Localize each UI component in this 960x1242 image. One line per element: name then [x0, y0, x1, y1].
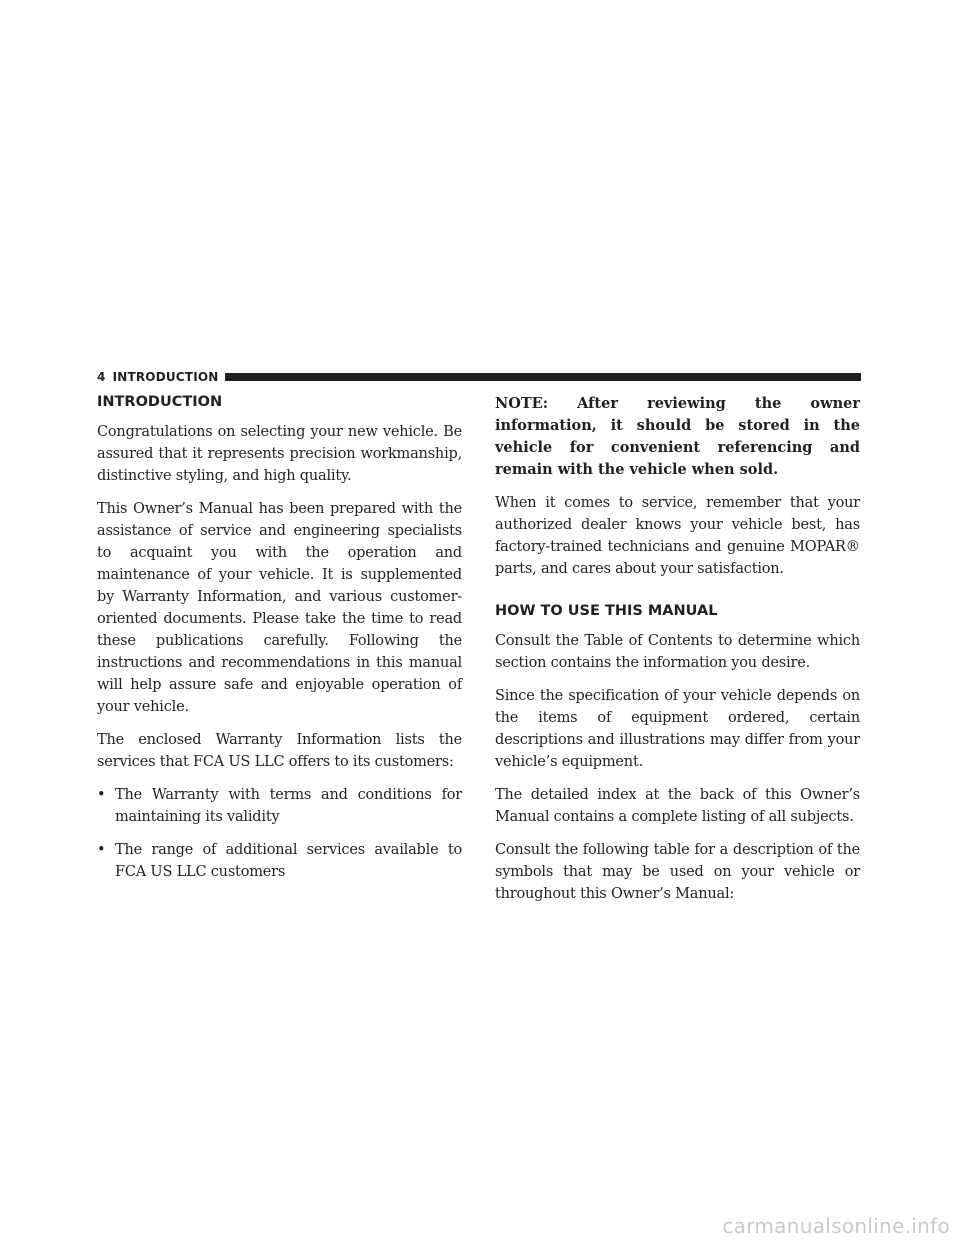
- paragraph: Since the specification of your vehicle depends on the items of equipment ordered, certain descriptions and illustrations may differ from your vehicle’s equipment.: [495, 688, 860, 770]
- section-heading-introduction: INTRODUCTION: [97, 394, 223, 410]
- list-item: [97, 839, 462, 883]
- page-number: 4: [97, 370, 106, 384]
- paragraph: This Owner’s Manual has been prepared with the assistance of service and engineering specialists to acquaint you with the operation and maintenance of your vehicle. It is supplemented by Warranty Information, and various customer-oriented documents. Please take the time to read these publications carefully. Following the instructions and recommendations in this manual will help assure safe and enjoyable operation of your vehicle.: [97, 501, 462, 715]
- paragraph: The enclosed Warranty Information lists the services that FCA US LLC offers to its customers:: [97, 732, 462, 770]
- note-paragraph: NOTE: After reviewing the owner information, it should be stored in the vehicle for convenient referencing and remain with the vehicle when sold.: [495, 395, 860, 478]
- section-heading-how-to-use: HOW TO USE THIS MANUAL: [495, 603, 718, 619]
- list-item: [97, 784, 462, 828]
- page-header: [97, 368, 861, 386]
- watermark: carmanualsonline.info: [722, 1214, 950, 1238]
- list-item-text: The range of additional services available to FCA US LLC customers: [115, 842, 462, 880]
- paragraph: The detailed index at the back of this Owner’s Manual contains a complete listing of all subjects.: [495, 787, 860, 825]
- paragraph: When it comes to service, remember that your authorized dealer knows your vehicle best, has factory-trained technicians and genuine MOPAR® parts, and cares about your satisfaction.: [495, 495, 860, 577]
- running-header-title: INTRODUCTION: [112, 370, 219, 384]
- right-column: [495, 393, 860, 916]
- bullet-icon: •: [97, 842, 106, 858]
- left-column: [97, 393, 462, 894]
- header-rule: [225, 373, 861, 381]
- bullet-icon: •: [97, 787, 106, 803]
- paragraph: Consult the Table of Contents to determine which section contains the information you desire.: [495, 633, 860, 671]
- warranty-bullet-list: [97, 784, 462, 883]
- paragraph: Consult the following table for a description of the symbols that may be used on your vehicle or throughout this Owner’s Manual:: [495, 842, 860, 902]
- paragraph: Congratulations on selecting your new vehicle. Be assured that it represents precision workmanship, distinctive styling, and high quality.: [97, 424, 462, 484]
- list-item-text: The Warranty with terms and conditions for maintaining its validity: [115, 787, 462, 825]
